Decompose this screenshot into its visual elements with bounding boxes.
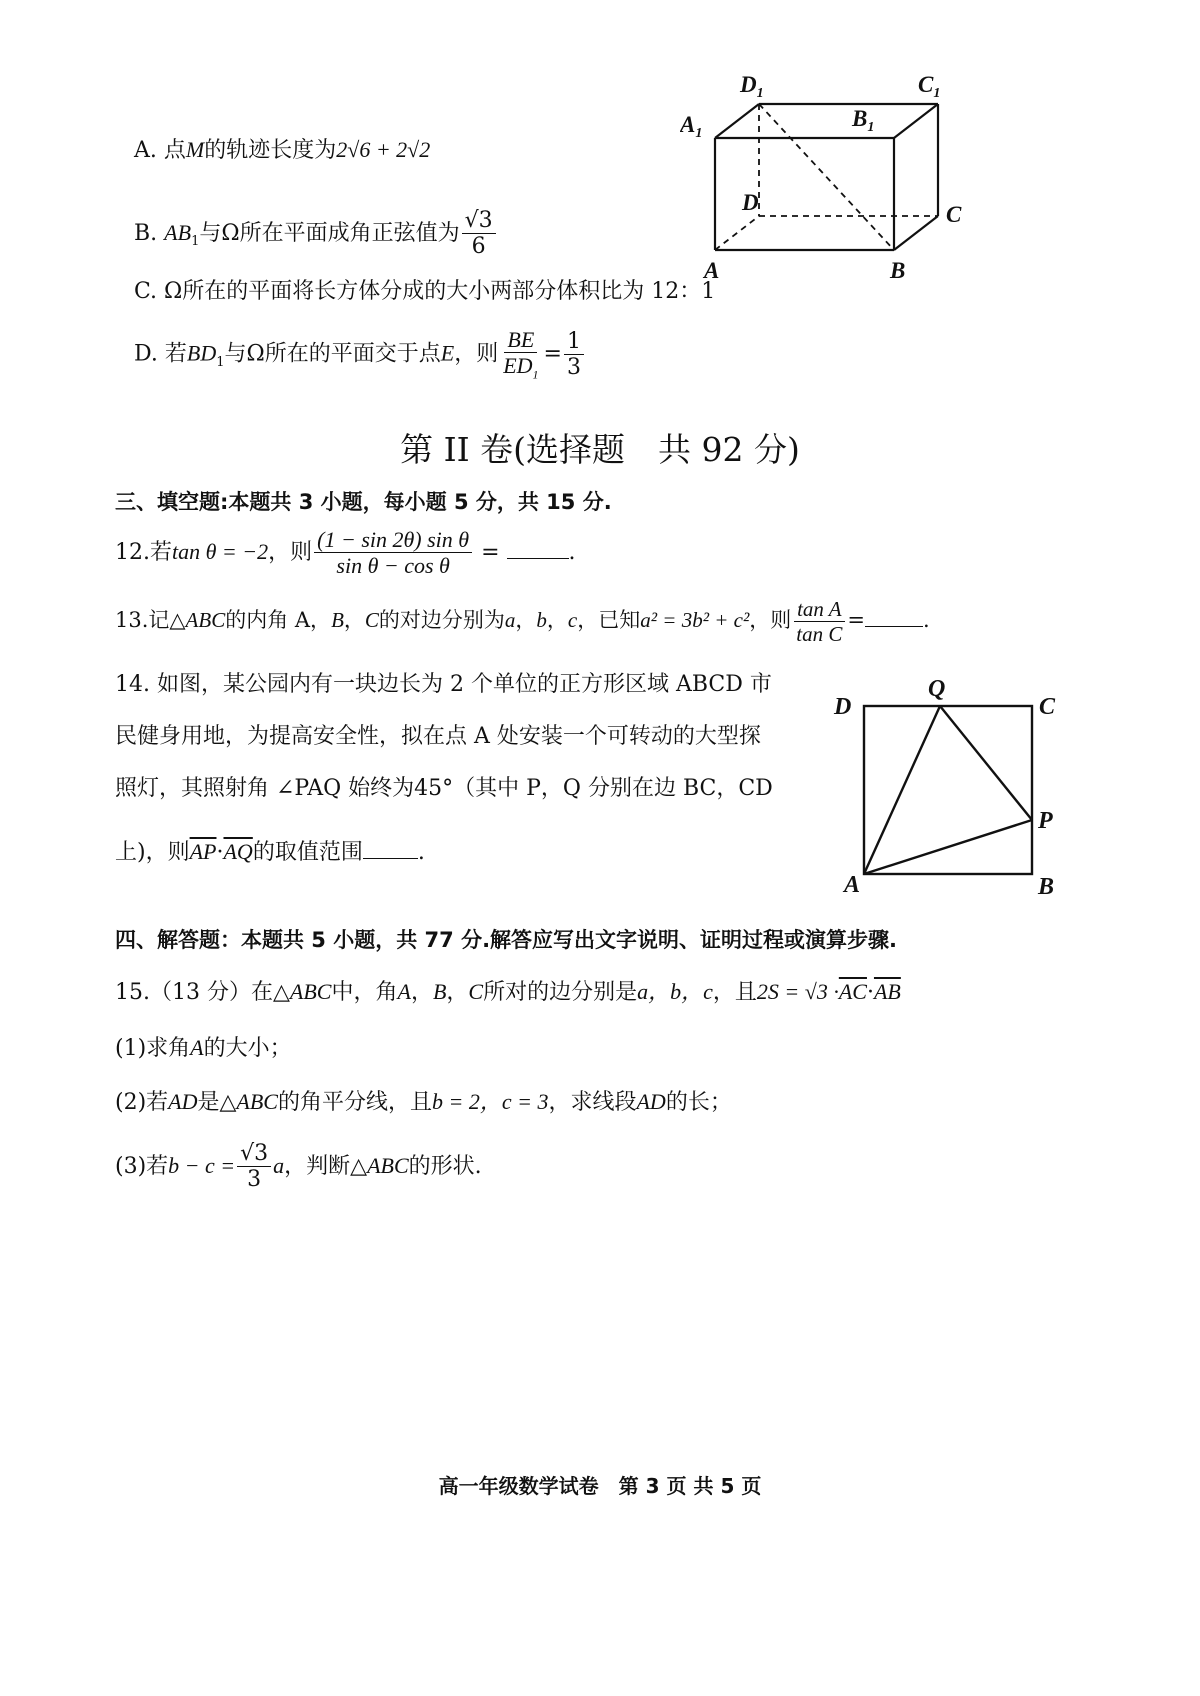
option-b: B. $AB_1$与Ω所在平面成角正弦值为 $\frac{√3}{6}$: [134, 208, 498, 260]
label-d: D: [834, 694, 852, 720]
question-15-intro: 15.（13 分）在△ABC中，角A，B，C所对的边分别是a，b，c，且$2S = √3 \cdot\overline{AC}\cdot\overline{AB}$: [115, 979, 901, 1005]
question-13: 13.记△ABC的内角 A，B，C的对边分别为a，b，c，已知a² = 3b² + c²，则 $\frac{\text{tan A}}{\text{tan C}}$ = .: [115, 597, 930, 647]
question-14-line-2: 民健身用地，为提高安全性，拟在点 A 处安装一个可转动的大型探: [115, 724, 761, 749]
option-d: D. 若$BD_1$与Ω所在的平面交于点E，则 $\frac{BE}{ED_1}$ = $\frac{1}{3}$: [134, 327, 586, 382]
label-a: A: [704, 258, 720, 283]
square-figure: [826, 670, 1066, 900]
label-c: C: [946, 202, 962, 227]
label-c: C: [1039, 694, 1056, 720]
section-3-title: 三、填空题:本题共 3 小题，每小题 5 分，共 15 分.: [115, 490, 612, 514]
edge-b1-c1: [894, 104, 938, 138]
q13-fraction: $\frac{\text{tan A}}{\text{tan C}}$: [793, 597, 845, 646]
label-d: D: [742, 190, 759, 215]
label-a: A: [844, 872, 861, 898]
answer-blank-14[interactable]: [363, 836, 418, 859]
hidden-edge-a-d: [715, 216, 759, 250]
option-c: C. Ω所在的平面将长方体分成的大小两部分体积比为 12：1: [134, 279, 716, 304]
cuboid-figure: [680, 70, 1000, 290]
section-2-title: 第 II 卷(选择题 共 92 分): [400, 430, 800, 469]
label-q: Q: [928, 676, 946, 702]
answer-blank-13[interactable]: [865, 605, 923, 627]
option-a: A. 点M的轨迹长度为2√6 + 2√2: [134, 137, 431, 163]
section-4-title: 四、解答题：本题共 5 小题，共 77 分.解答应写出文字说明、证明过程或演算步骤.: [115, 928, 898, 952]
page-footer: 高一年级数学试卷 第 3 页 共 5 页: [438, 1474, 762, 1498]
question-15-part-1: (1)求角A的大小；: [115, 1035, 292, 1061]
segment-ap: [864, 820, 1032, 874]
segment-aq: [864, 706, 940, 874]
label-p: P: [1038, 808, 1053, 834]
label-b: B: [1038, 874, 1055, 900]
label-c1: $C_1$: [918, 72, 941, 101]
q12-fraction: $\frac{\text{(1 − sin 2θ) sin θ}}{\text{sin θ − cos θ}}$: [314, 527, 472, 579]
fraction-one-third: $\frac{1}{3}$: [564, 329, 584, 381]
edge-a1-d1: [715, 104, 759, 138]
question-14-line-3: 照灯，其照射角 ∠PAQ 始终为45°（其中 P，Q 分别在边 BC，CD: [115, 776, 773, 801]
label-a1: $A_1$: [680, 112, 703, 141]
fraction-sqrt3-over-3: $\frac{√3}{3}$: [237, 1141, 271, 1193]
edge-b-c: [894, 216, 938, 250]
answer-blank-12[interactable]: [507, 536, 569, 559]
question-14-line-4: 上)，则$\overline{AP}\cdot\overline{AQ}$的取值范围 .: [115, 836, 425, 866]
label-b: B: [890, 258, 906, 283]
label-b1: $B_1$: [852, 106, 875, 135]
question-15-part-3: (3)若b − c = $\frac{√3}{3}$ a，判断△ABC的形状.: [115, 1141, 482, 1193]
fraction-be-over-ed1: $\frac{BE}{ED_1}$: [503, 327, 539, 382]
segment-qp: [940, 706, 1032, 820]
fraction-sqrt3-over-6: $\frac{√3}{6}$: [462, 208, 496, 260]
question-14-line-1: 14. 如图，某公园内有一块边长为 2 个单位的正方形区域 ABCD 市: [115, 672, 772, 697]
label-d1: $D_1$: [740, 72, 764, 101]
question-12: 12.若tan θ = −2，则 $\frac{\text{(1 − sin 2θ) sin θ}}{\text{sin θ − cos θ}}$ = .: [115, 527, 576, 579]
question-15-part-2: (2)若AD是△ABC的角平分线，且b = 2，c = 3，求线段AD的长；: [115, 1089, 732, 1115]
